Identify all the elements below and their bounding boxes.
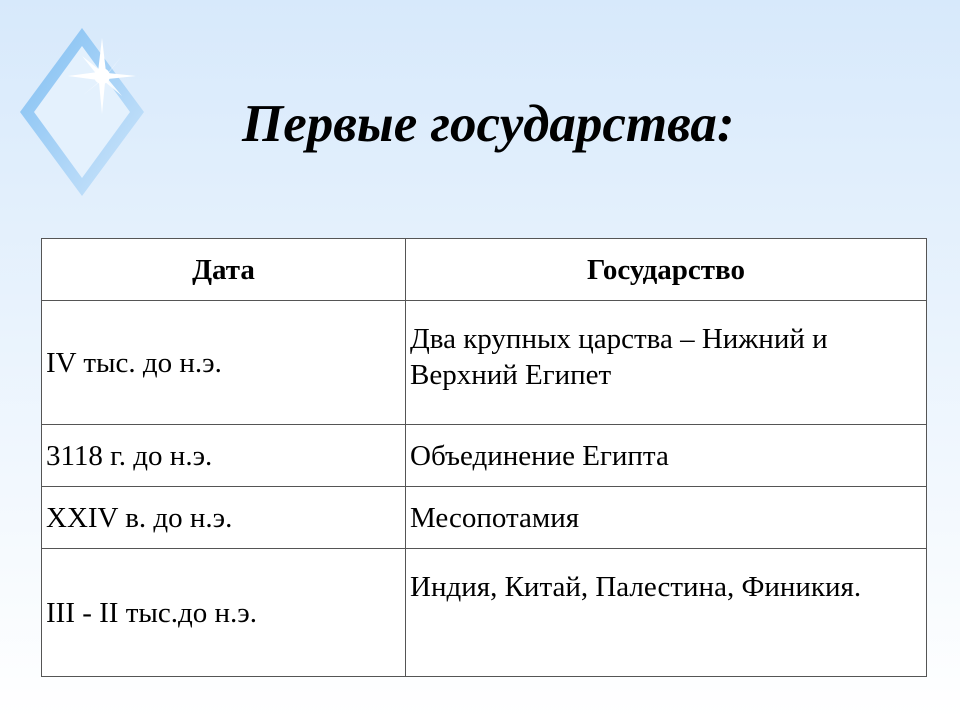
cell-date: XXIV в. до н.э. [42, 487, 406, 549]
cell-state: Месопотамия [406, 487, 927, 549]
diamond-star-logo [14, 24, 164, 204]
header-state: Государство [406, 239, 927, 301]
cell-state: Индия, Китай, Палестина, Финикия. [406, 549, 927, 677]
table-row [42, 487, 927, 549]
cell-date: 3118 г. до н.э. [42, 425, 406, 487]
header-date: Дата [42, 239, 406, 301]
table-row [42, 301, 927, 425]
diamond-inner [34, 46, 130, 178]
page-title: Первые государства: [242, 95, 735, 153]
table-header-row [42, 239, 927, 301]
cell-state: Объединение Египта [406, 425, 927, 487]
cell-state: Два крупных царства – Нижний и Верхний Египет [406, 301, 927, 425]
table-row [42, 425, 927, 487]
cell-date: III - II тыс.до н.э. [42, 549, 406, 677]
table-row [42, 549, 927, 677]
cell-date: IV тыс. до н.э. [42, 301, 406, 425]
states-table [41, 238, 927, 677]
